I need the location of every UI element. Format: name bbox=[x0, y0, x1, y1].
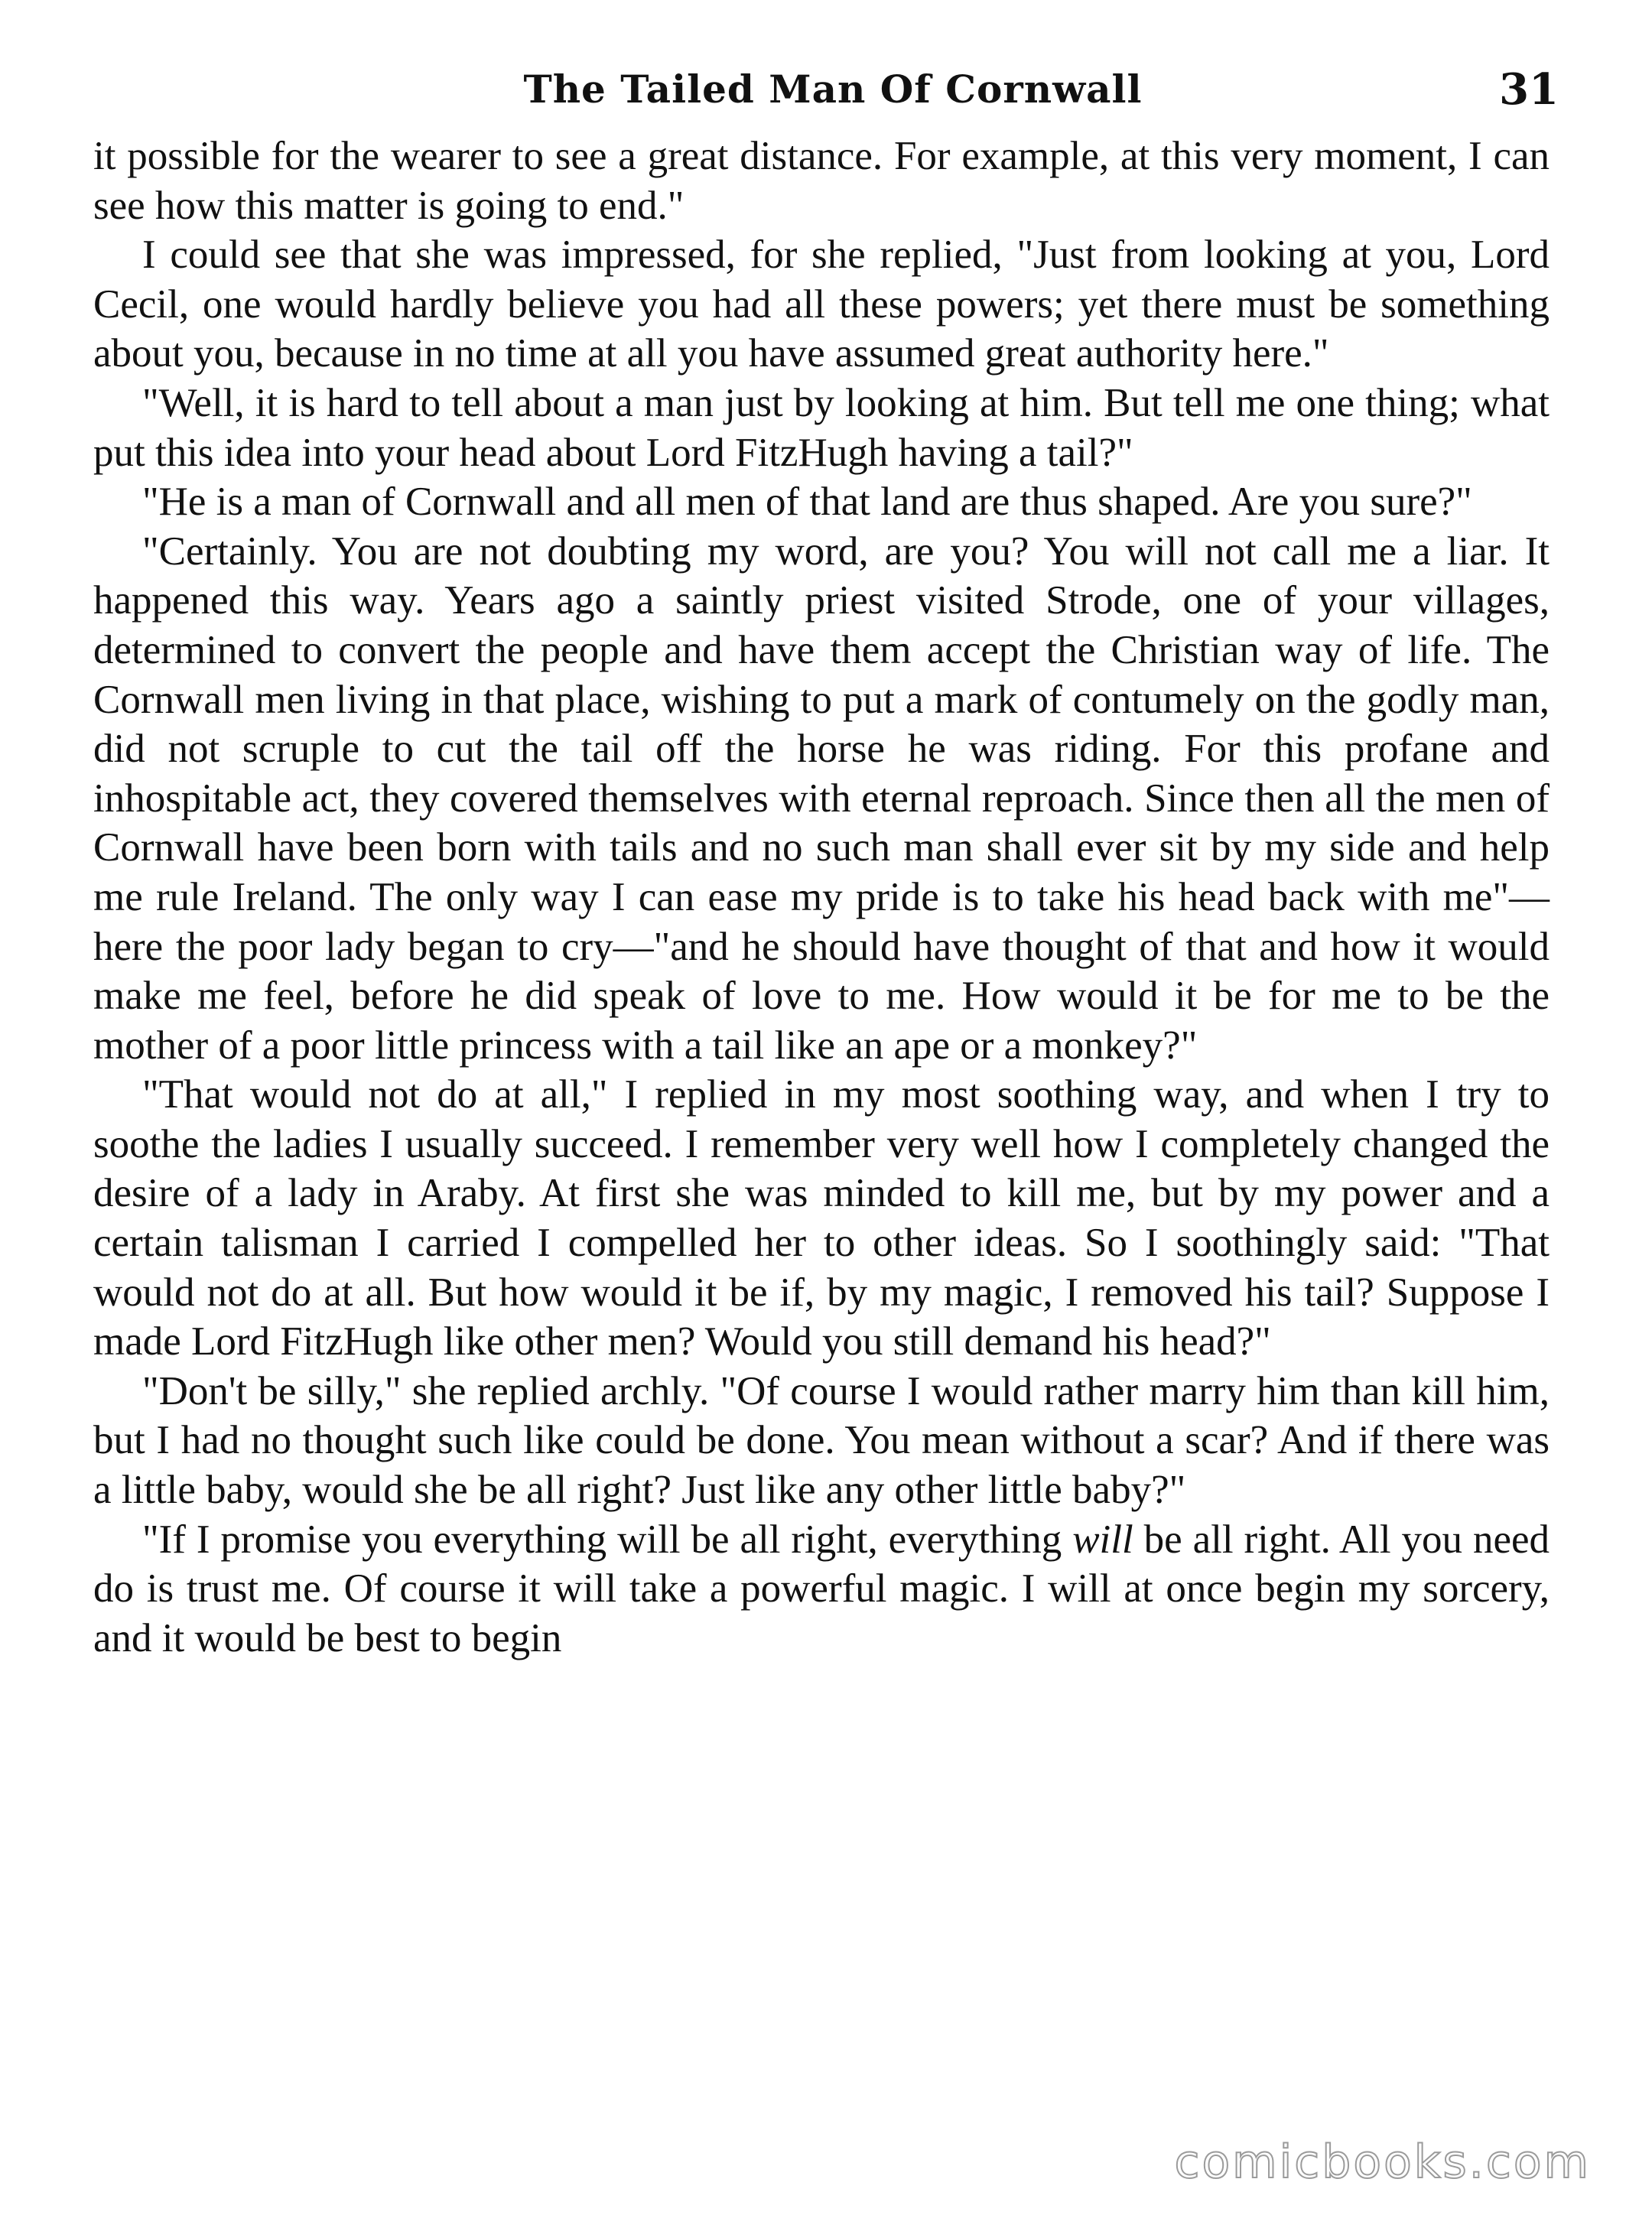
paragraph: "Certainly. You are not doubting my word, are you? You will not call me a liar. It happened this way. Years ago a saintly priest visited Strode, one of your villages, determined to convert the people and have them accept the Christian way of life. The Cornwall men living in that place, wishing to put a mark of contumely on the godly man, did not scruple to cut the tail off the horse he was riding. For this profane and inhospitable act, they covered themselves with eternal reproach. Since then all the men of Cornwall have been born with tails and no such man shall ever sit by my side and help me rule Ireland. The only way I can ease my pride is to take his head back with me"—here the poor lady began to cry—"and he should have thought of that and how it would make me feel, before he did speak of love to me. How would it be for me to be the mother of a poor little princess with a tail like an ape or a monkey?" bbox=[93, 528, 1550, 1068]
paragraph: "He is a man of Cornwall and all men of that land are thus shaped. Are you sure?" bbox=[142, 480, 1472, 525]
last-paragraph-end: be all right. All you need do is trust me. Of course it will take a powerful magic. I will at once begin my sorcery, and it would be best to begin bbox=[93, 1517, 1550, 1660]
paragraph: it possible for the wearer to see a great distance. For example, at this very moment, I can see how this matter is going to end." bbox=[93, 134, 1550, 228]
last-paragraph-start: "If I promise you everything will be all right, everything bbox=[142, 1517, 1073, 1562]
paragraph: "Well, it is hard to tell about a man just by looking at him. But tell me one thing; what put this idea into your head about Lord FitzHugh having a tail?" bbox=[93, 380, 1550, 475]
emphasis-word: will bbox=[1072, 1517, 1133, 1562]
paragraph: I could see that she was impressed, for she replied, "Just from looking at you, Lord Cecil, one would hardly believe you had all these powers; yet there must be something about you, because in no time at all you have assumed great authority here." bbox=[93, 233, 1550, 376]
running-title: The Tailed Man Of Cornwall bbox=[523, 67, 1143, 112]
body-text bbox=[93, 132, 1550, 1663]
paragraph: "Don't be silly," she replied archly. "Of course I would rather marry him than kill him, but I had no thought such like could be done. You mean without a scar? And if there was a little baby, would she be all right? Just like any other little baby?" bbox=[93, 1368, 1550, 1513]
watermark-logo: comicbooks.com bbox=[1174, 2135, 1591, 2189]
paragraph: "That would not do at all," I replied in my most soothing way, and when I try to soothe the ladies I usually succeed. I remember very well how I completely changed the desire of a lady in Araby. At first she was minded to kill me, but by my power and a certain talisman I carried I compelled her to other ideas. So I soothingly said: "That would not do at all. But how would it be if, by my magic, I removed his tail? Suppose I made Lord FitzHugh like other men? Would you still demand his head?" bbox=[93, 1072, 1550, 1364]
last-paragraph bbox=[93, 1515, 1550, 1664]
running-head bbox=[107, 55, 1559, 124]
page-number: 31 bbox=[1499, 64, 1559, 115]
